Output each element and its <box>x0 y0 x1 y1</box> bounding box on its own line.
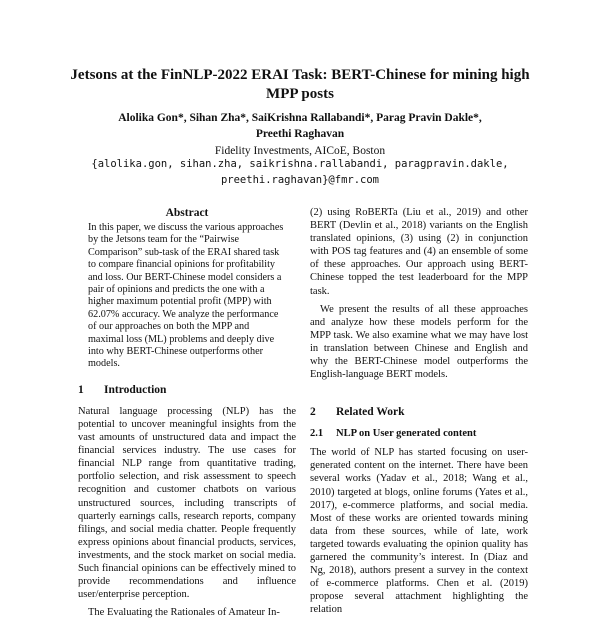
intro-paragraph-1: Natural language processing (NLP) has the potential to uncover meaningful insights from the vast amounts of unstructured data and impact the financial services industry. The use cases for financial NLP range from quantitative trading, portfolio selection, and risk assessment to speech recognition and customer chatbots on various unstructured sources, including transcripts of quarterly earnings calls, research reports, company filings, and social media chatter. People frequently express opinions about financial products, services, investments, and the stock market on social media. Such financial opinions can be effectively mined to provide recommendations and influence user/enterprise perception. <box>78 405 296 601</box>
intro-paragraph-2: The Evaluating the Rationales of Amateur In- <box>88 607 280 619</box>
section-number: 2 <box>310 406 316 419</box>
affiliation: Fidelity Investments, AICoE, Boston <box>214 145 386 157</box>
abstract-text: In this paper, we discuss the various approaches by the Jetsons team for the “Pairwise Comparison” sub-task of the ERAI shared task to compare financial opinions for profitability and loss. Our BERT-Chinese model considers a pair of opinions and predicts the one with a higher maximum potential profit (MPP) with 62.07% accuracy. We analyze the performance of our approaches on both the MPP and maximal loss (ML) problems and deeply dive into why BERT-Chinese outperforms other models. <box>88 222 284 370</box>
author-emails <box>60 156 540 188</box>
section-title: Related Work <box>336 406 405 419</box>
title-line-2: MPP posts <box>266 86 334 102</box>
right-paragraph-2: We present the results of all these approaches and analyze how these models perform for the MPP task. We also examine what we may have lost in translation between Chinese and English and why the BERT-Chinese model outperforms the English-language BERT models. <box>310 303 528 381</box>
authors-line-1: Alolika Gon*, Sihan Zha*, SaiKrishna Rallabandi*, Parag Pravin Dakle*, <box>118 112 482 124</box>
authors-line-2: Preethi Raghavan <box>255 128 345 140</box>
emails-line-1: {alolika.gon, sihan.zha, saikrishna.rallabandi, paragpravin.dakle, <box>91 158 509 170</box>
subsection-user-content-heading <box>310 427 528 440</box>
author-list <box>80 110 520 142</box>
subsection-number: 2.1 <box>310 428 324 440</box>
title-line-1: Jetsons at the FinNLP-2022 ERAI Task: BERT-Chinese for mining high <box>70 67 530 83</box>
section-number: 1 <box>78 383 84 396</box>
section-title: Introduction <box>104 383 167 396</box>
right-column <box>310 206 528 616</box>
left-column <box>78 206 296 619</box>
section-related-work-heading <box>310 405 528 419</box>
section-introduction-heading <box>78 383 296 397</box>
abstract-heading: Abstract <box>165 207 209 219</box>
right-paragraph-1: (2) using RoBERTa (Liu et al., 2019) and other BERT (Devlin et al., 2018) variants on the English translated opinions, (3) using (2) in conjunction with POS tag features and (4) an ensemble of some of these approaches. Our approach using BERT-Chinese topped the test leaderboard for the MPP task. <box>310 207 528 297</box>
related-paragraph-1: The world of NLP has started focusing on user-generated content on the internet. There have been several works (Yadav et al., 2018; Wang et al., 2010) targeted at blogs, online forums (Yates et al., 2017), e-commerce platforms, and social media. Most of these works are oriented towards mining data from these sources, while of late, work targeted towards evaluating the opinion quality has garnered the community’s interest. In (Diaz and Ng, 2018), authors present a survey in the context of e-commerce platforms. Chen et al. (2019) propose several attachment highlighting the relation <box>310 447 528 616</box>
subsection-title: NLP on User generated content <box>336 428 477 440</box>
emails-line-2: preethi.raghavan}@fmr.com <box>220 174 380 186</box>
paper-title <box>60 66 540 104</box>
